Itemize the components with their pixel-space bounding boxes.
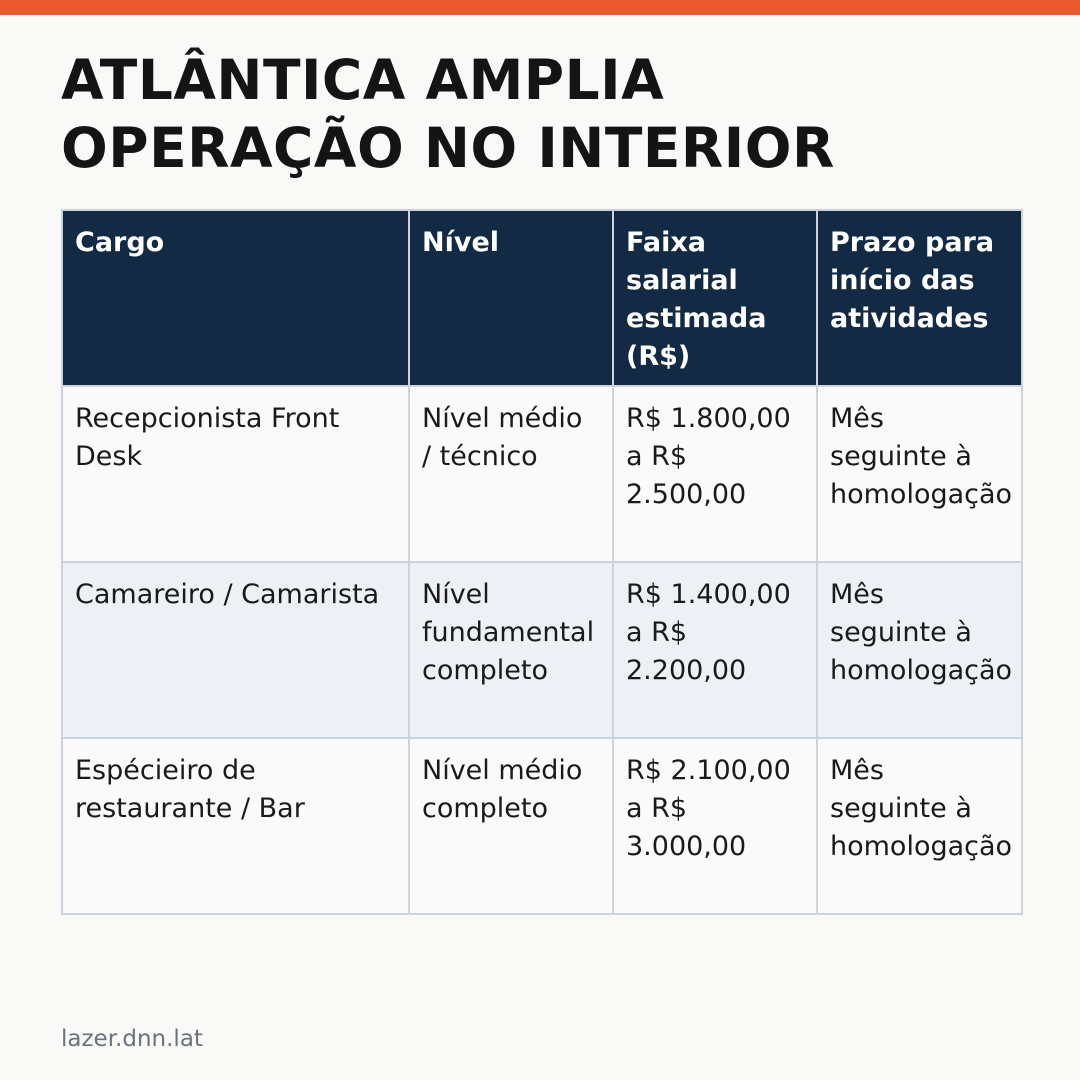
column-header-prazo: Prazo para início das atividades xyxy=(817,210,1022,386)
table-row xyxy=(62,386,1022,562)
table-row xyxy=(62,738,1022,914)
table-header-row xyxy=(62,210,1022,386)
accent-bar xyxy=(0,0,1080,15)
cell-cargo: Camareiro / Camarista xyxy=(62,562,409,738)
cell-prazo: Mês seguinte à homologação xyxy=(817,386,1022,562)
cell-prazo: Mês seguinte à homologação xyxy=(817,738,1022,914)
cell-faixa-salarial: R$ 1.400,00 a R$ 2.200,00 xyxy=(613,562,817,738)
column-header-nivel: Nível xyxy=(409,210,613,386)
cell-cargo: Espécieiro de restaurante / Bar xyxy=(62,738,409,914)
cell-nivel: Nível fundamental completo xyxy=(409,562,613,738)
cell-prazo: Mês seguinte à homologação xyxy=(817,562,1022,738)
jobs-table xyxy=(61,209,1023,915)
cell-faixa-salarial: R$ 2.100,00 a R$ 3.000,00 xyxy=(613,738,817,914)
cell-nivel: Nível médio completo xyxy=(409,738,613,914)
headline: ATLÂNTICA AMPLIA OPERAÇÃO NO INTERIOR xyxy=(61,48,835,180)
table-row xyxy=(62,562,1022,738)
column-header-cargo: Cargo xyxy=(62,210,409,386)
cell-nivel: Nível médio / técnico xyxy=(409,386,613,562)
source-url: lazer.dnn.lat xyxy=(61,1026,203,1052)
cell-faixa-salarial: R$ 1.800,00 a R$ 2.500,00 xyxy=(613,386,817,562)
column-header-faixa-salarial: Faixa salarial estimada (R$) xyxy=(613,210,817,386)
cell-cargo: Recepcionista Front Desk xyxy=(62,386,409,562)
